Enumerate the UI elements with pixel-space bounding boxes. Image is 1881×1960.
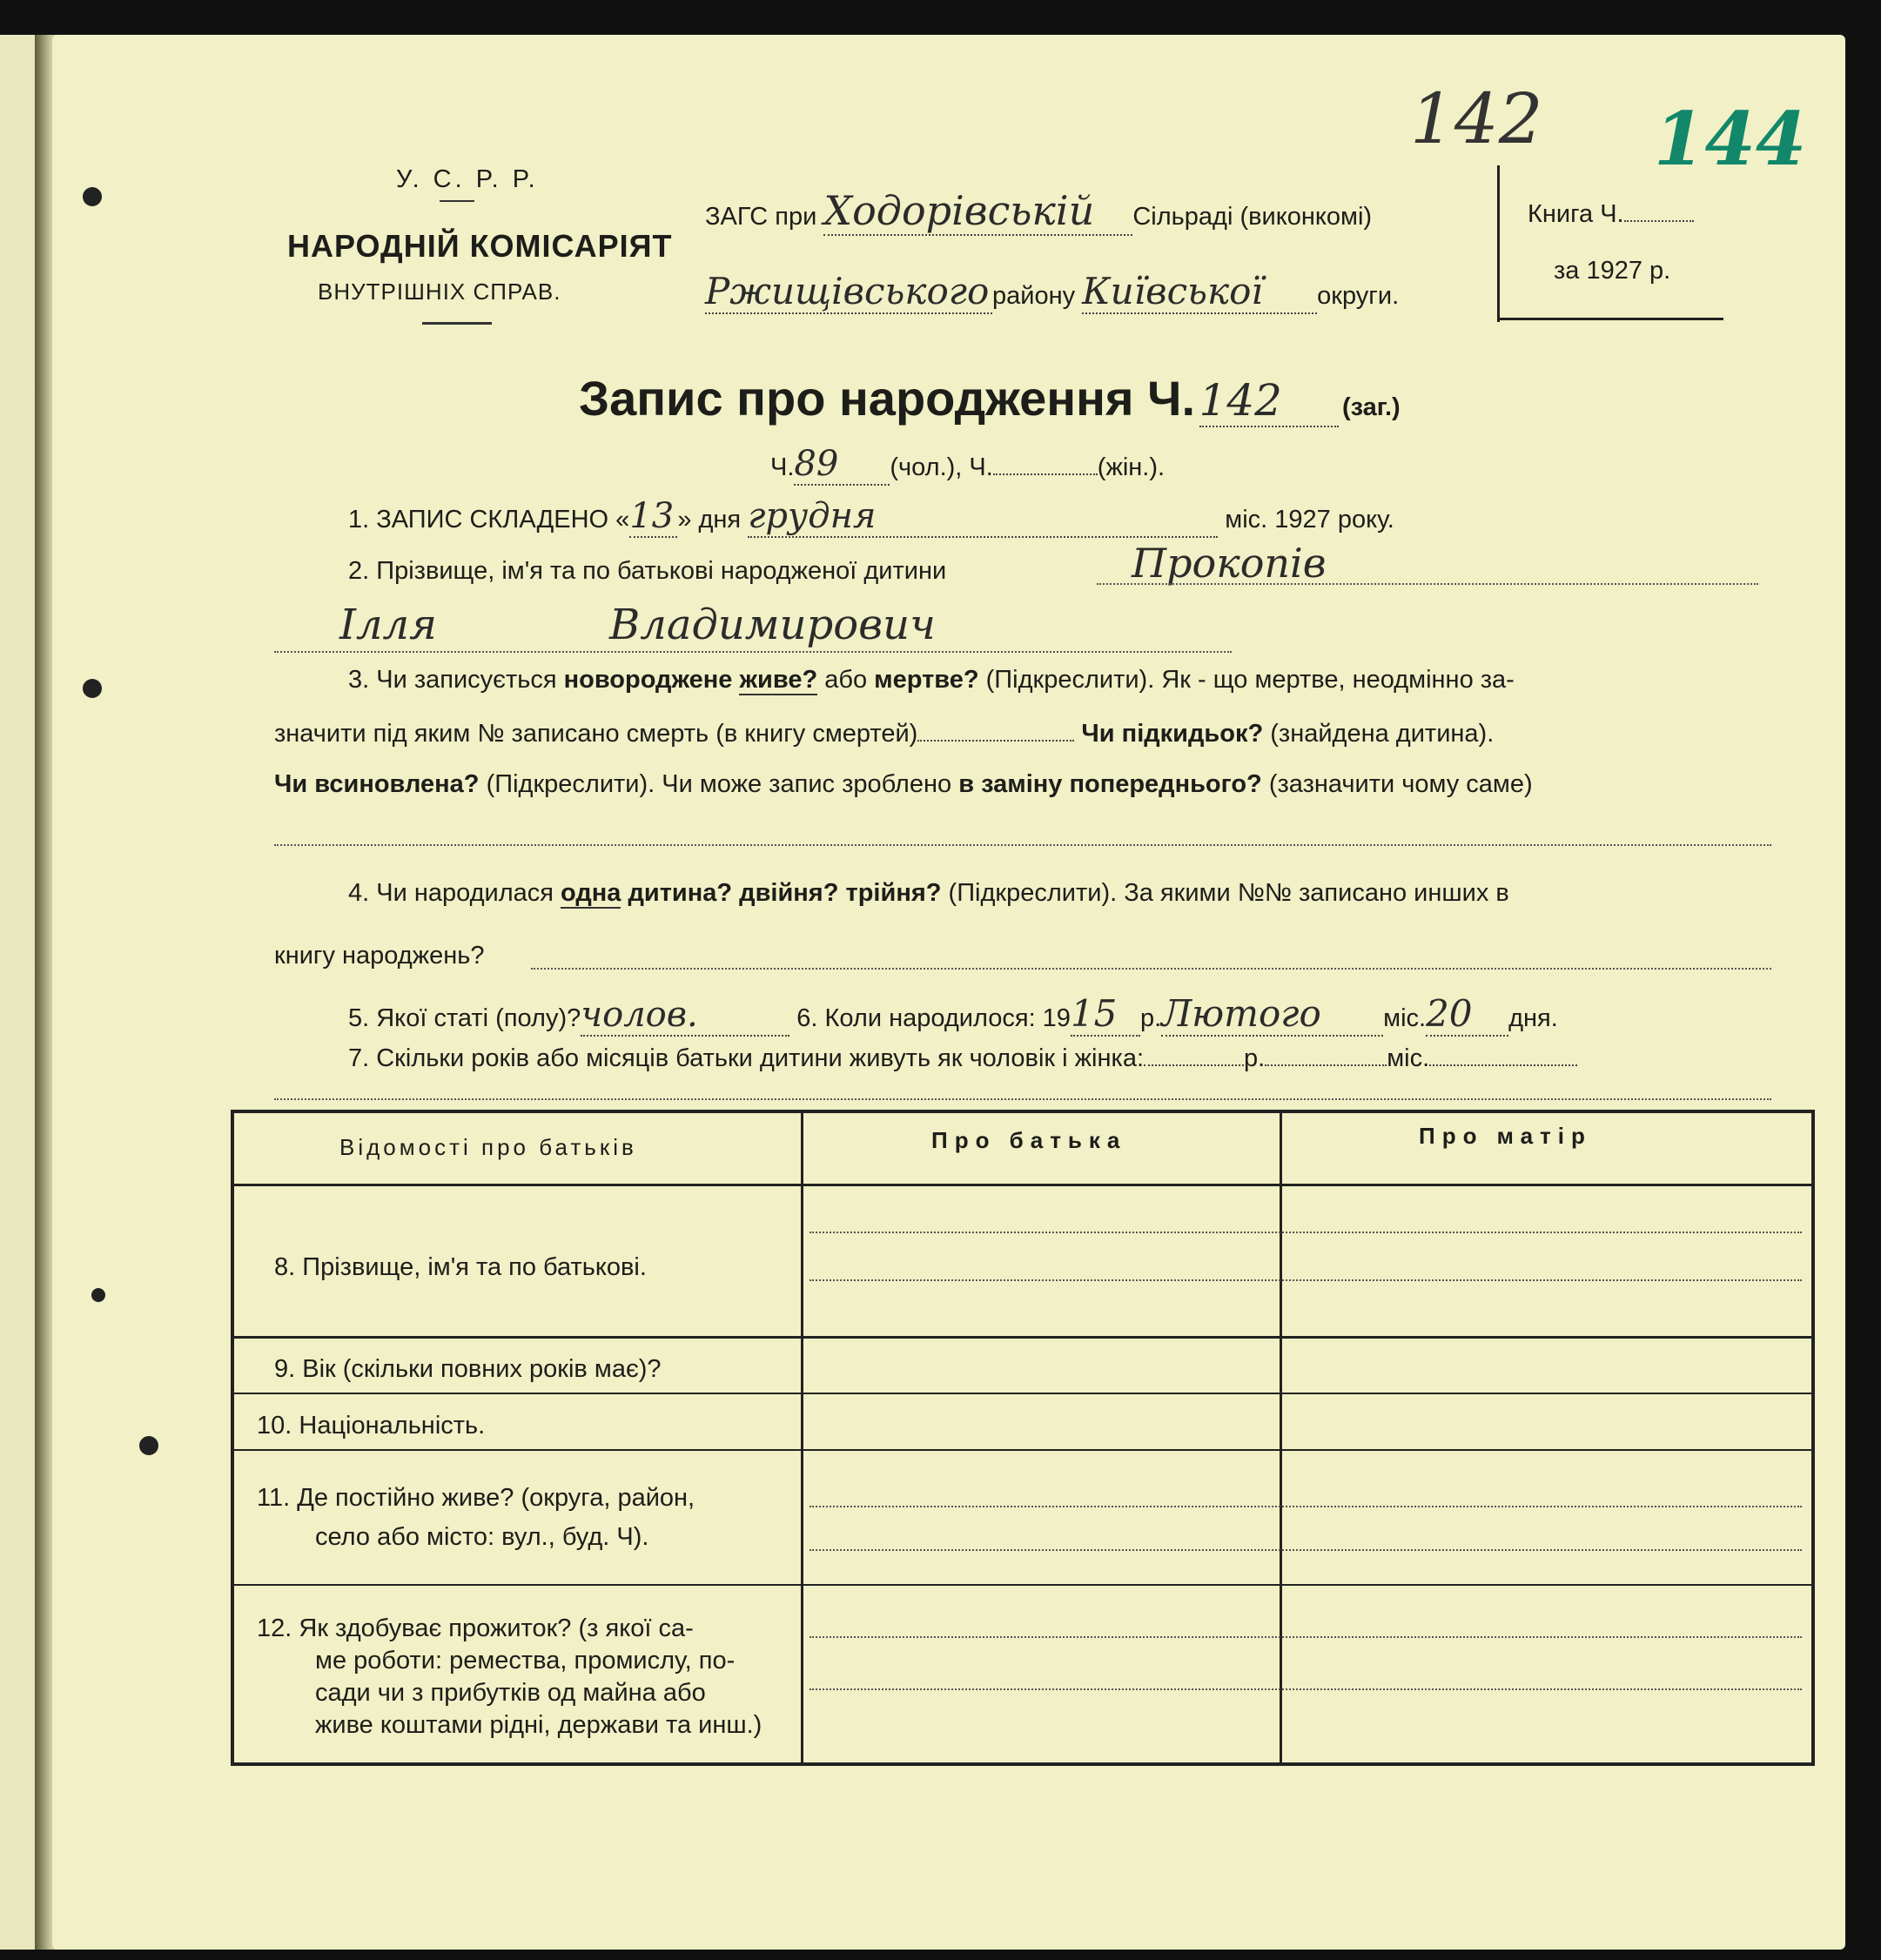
male-number: 89 bbox=[794, 444, 890, 486]
fill-line bbox=[274, 1098, 1771, 1100]
binder-hole bbox=[83, 187, 102, 206]
col-header-info: Відомості про батьків bbox=[339, 1134, 637, 1160]
row-11-label-1: 11. Де постійно живе? (округа, район, bbox=[257, 1484, 695, 1512]
raion-value: Ржищівського bbox=[705, 270, 992, 314]
row-11-label-2: село або місто: вул., буд. Ч). bbox=[315, 1523, 649, 1551]
item-3-line3: Чи всиновлена? (Підкреслити). Чи може запис зроблено в заміну попереднього? (зазначити чому саме) bbox=[274, 770, 1533, 798]
divider bbox=[422, 322, 492, 325]
row-8-label: 8. Прізвище, ім'я та по батькові. bbox=[274, 1253, 647, 1281]
fill-line bbox=[274, 844, 1771, 846]
item-2-label: 2. Прізвище, ім'я та по батькові народженої дитини bbox=[348, 557, 947, 585]
row-12-label-1: 12. Як здобуває прожиток? (з якої са- bbox=[257, 1614, 694, 1642]
fill-line bbox=[1097, 583, 1758, 585]
commissariat-label: НАРОДНІЙ КОМІСАРІЯТ bbox=[287, 228, 673, 264]
binder-hole bbox=[83, 679, 102, 698]
pencil-page-number: 142 bbox=[1410, 78, 1543, 159]
col-header-mother: Про матір bbox=[1419, 1123, 1592, 1149]
record-day: 13 bbox=[629, 496, 677, 538]
birth-year: 15 bbox=[1071, 992, 1140, 1037]
fill-line bbox=[531, 968, 1771, 970]
book-label: Книга Ч. bbox=[1528, 200, 1624, 228]
okruga-label: округи. bbox=[1317, 282, 1400, 310]
item-3-line2: значити під яким № записано смерть (в книгу смертей) Чи підкидьок? (знайдена дитина). bbox=[274, 720, 1495, 748]
zags-line bbox=[705, 187, 1372, 236]
title-suffix: (заг.) bbox=[1341, 393, 1401, 421]
col-header-father: Про батька bbox=[931, 1127, 1127, 1153]
divider bbox=[440, 200, 474, 202]
birth-day: 20 bbox=[1426, 992, 1508, 1037]
sub-numbers: Ч.89 (чол.), Ч. (жін.). bbox=[770, 444, 1166, 484]
raion-label: району bbox=[992, 282, 1076, 310]
row-12-label-3: сади чи з прибутків од майна або bbox=[315, 1679, 706, 1707]
book-box-border bbox=[1497, 165, 1500, 322]
fill-line bbox=[274, 651, 1232, 653]
registry-page bbox=[52, 35, 1845, 1950]
row-12-label-4: живе коштами рідні, держави та инш.) bbox=[315, 1711, 762, 1739]
raion-line bbox=[705, 270, 1399, 314]
internal-affairs-label: ВНУТРІШНІХ СПРАВ. bbox=[318, 279, 561, 305]
book-year: за 1927 р. bbox=[1554, 257, 1671, 285]
row-9-label: 9. Вік (скільки повних років має)? bbox=[274, 1355, 662, 1383]
record-month: грудня bbox=[748, 496, 1218, 538]
zags-prefix: ЗАГС при bbox=[705, 203, 817, 231]
title-text: Запис про народження Ч. bbox=[579, 371, 1196, 426]
item-4-line1: 4. Чи народилася одна дитина? двійня? трійня? (Підкреслити). За якими №№ записано инших в bbox=[348, 879, 1509, 907]
book-box-border bbox=[1497, 318, 1723, 320]
item-4-line2: книгу народжень? bbox=[274, 942, 485, 970]
birth-month: Лютого bbox=[1161, 992, 1383, 1037]
zags-suffix: Сільраді (виконкомі) bbox=[1132, 203, 1373, 231]
book-number bbox=[1528, 200, 1694, 229]
green-page-number: 144 bbox=[1654, 96, 1807, 182]
item-1: 1. ЗАПИС СКЛАДЕНО «13 » дня грудня міс. 1927 року. bbox=[348, 496, 1394, 536]
alive-underlined: живе? bbox=[739, 666, 818, 694]
item-3-line1: 3. Чи записується новороджене живе? або мертве? (Підкреслити). Як - що мертве, неодмінно за- bbox=[348, 666, 1515, 694]
binder-hole bbox=[139, 1436, 158, 1455]
okruga-value: Київської bbox=[1082, 270, 1317, 314]
item-5-6: 5. Якої статі (полу)?чолов. 6. Коли народилося: 1915 р.Лютого міс.20 дня. bbox=[348, 992, 1558, 1035]
child-patronymic: Владимирович bbox=[609, 601, 936, 649]
title-number: 142 bbox=[1199, 375, 1339, 427]
child-name: Ілля bbox=[339, 601, 437, 649]
row-12-label-2: ме роботи: ремества, промислу, по- bbox=[315, 1647, 736, 1675]
single-underlined: одна bbox=[561, 879, 621, 907]
ussr-label: У. С. Р. Р. bbox=[396, 165, 539, 193]
record-title bbox=[579, 370, 1401, 427]
zags-village-value: Ходорівській bbox=[823, 187, 1132, 236]
row-10-label: 10. Національність. bbox=[257, 1412, 486, 1440]
sex-value: чолов. bbox=[581, 995, 789, 1037]
binder-hole bbox=[91, 1288, 105, 1302]
item-7: 7. Скільки років або місяців батьки дитини живуть як чоловік і жінка: р. міс. bbox=[348, 1044, 1577, 1073]
child-surname: Прокопів bbox=[1132, 540, 1327, 587]
